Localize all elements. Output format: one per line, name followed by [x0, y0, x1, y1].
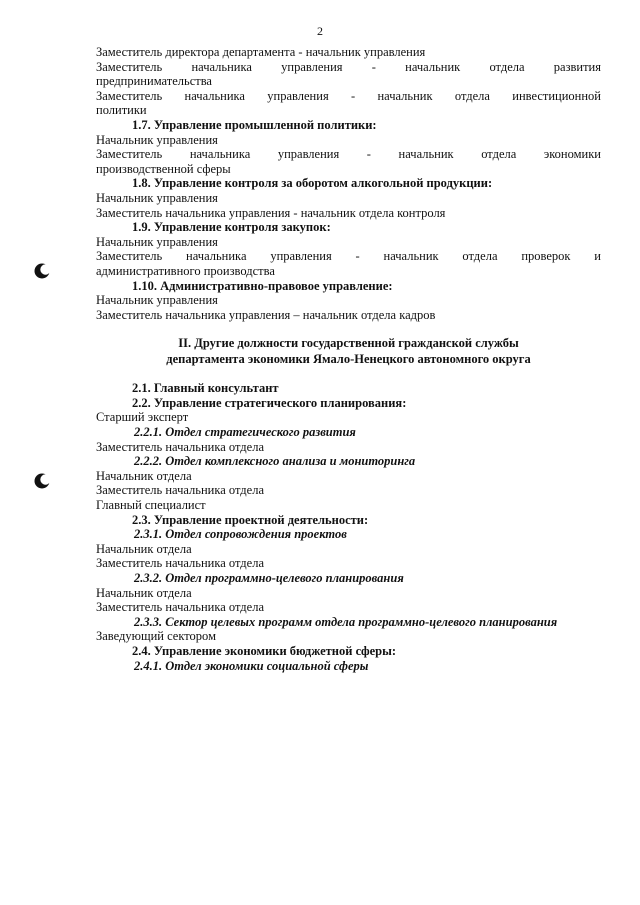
text-line: Заместитель начальника отдела — [96, 556, 264, 571]
subheading-line: 2.3.1. Отдел сопровождения проектов — [134, 527, 347, 542]
punch-hole-mark — [34, 263, 50, 279]
text-line: Заместитель начальника отдела — [96, 483, 264, 498]
text-line: Заместитель начальника управления - начальник отдела проверок и — [96, 249, 601, 264]
heading-line: 2.2. Управление стратегического планирования: — [132, 395, 407, 410]
text-line: административного производства — [96, 263, 275, 278]
document-body — [96, 45, 601, 673]
text-line: Заместитель начальника управления - начальник отдела контроля — [96, 205, 446, 220]
text-line: предпринимательства — [96, 74, 212, 89]
text-line: Начальник отдела — [96, 585, 192, 600]
subheading-line: 2.2.2. Отдел комплексного анализа и мониторинга — [134, 454, 416, 469]
text-line: Начальник управления — [96, 234, 218, 249]
heading-line: 1.9. Управление контроля закупок: — [132, 220, 331, 235]
section-two-title — [96, 336, 601, 367]
heading-line: 1.10. Административно-правовое управление: — [132, 278, 393, 293]
section-two-list — [96, 381, 601, 673]
text-line: Старший эксперт — [96, 410, 189, 425]
heading-line: 2.3. Управление проектной деятельности: — [132, 512, 369, 527]
page-number: 2 — [317, 24, 323, 38]
text-line: Заместитель начальника управления - начальник отдела экономики — [96, 147, 601, 162]
text-line: Начальник управления — [96, 190, 218, 205]
text-line: Заместитель начальника управления – начальник отдела кадров — [96, 307, 436, 322]
text-line: Заведующий сектором — [96, 629, 216, 644]
section-one-continuation — [96, 45, 601, 322]
subheading-line: 2.2.1. Отдел стратегического развития — [134, 425, 356, 440]
section-title-line: II. Другие должности государственной гражданской службы — [178, 336, 519, 351]
text-line: Начальник управления — [96, 293, 218, 308]
text-line: политики — [96, 103, 147, 118]
text-line: производственной сферы — [96, 161, 231, 176]
section-title-line: департамента экономики Ямало-Ненецкого автономного округа — [166, 351, 531, 366]
punch-hole-mark — [34, 473, 50, 489]
text-line: Заместитель начальника управления - начальник отдела развития — [96, 59, 601, 74]
subheading-line: 2.3.2. Отдел программно-целевого планирования — [134, 571, 404, 585]
text-line: Начальник управления — [96, 132, 218, 147]
heading-line: 2.4. Управление экономики бюджетной сферы: — [132, 643, 397, 658]
text-line: Заместитель начальника отдела — [96, 600, 264, 615]
heading-line: 1.8. Управление контроля за оборотом алкогольной продукции: — [132, 176, 493, 191]
text-line: Заместитель начальника управления - начальник отдела инвестиционной — [96, 88, 601, 103]
subheading-line: 2.3.3. Сектор целевых программ отдела программно-целевого планирования — [134, 614, 558, 629]
text-line: Главный специалист — [96, 498, 206, 513]
text-line: Заместитель начальника отдела — [96, 439, 264, 454]
text-line: Начальник отдела — [96, 468, 192, 483]
heading-line: 2.1. Главный консультант — [132, 381, 279, 396]
text-line: Заместитель директора департамента - начальник управления — [96, 45, 426, 59]
text-line: Начальник отдела — [96, 541, 192, 556]
heading-line: 1.7. Управление промышленной политики: — [132, 117, 377, 132]
subheading-line: 2.4.1. Отдел экономики социальной сферы — [134, 658, 369, 673]
